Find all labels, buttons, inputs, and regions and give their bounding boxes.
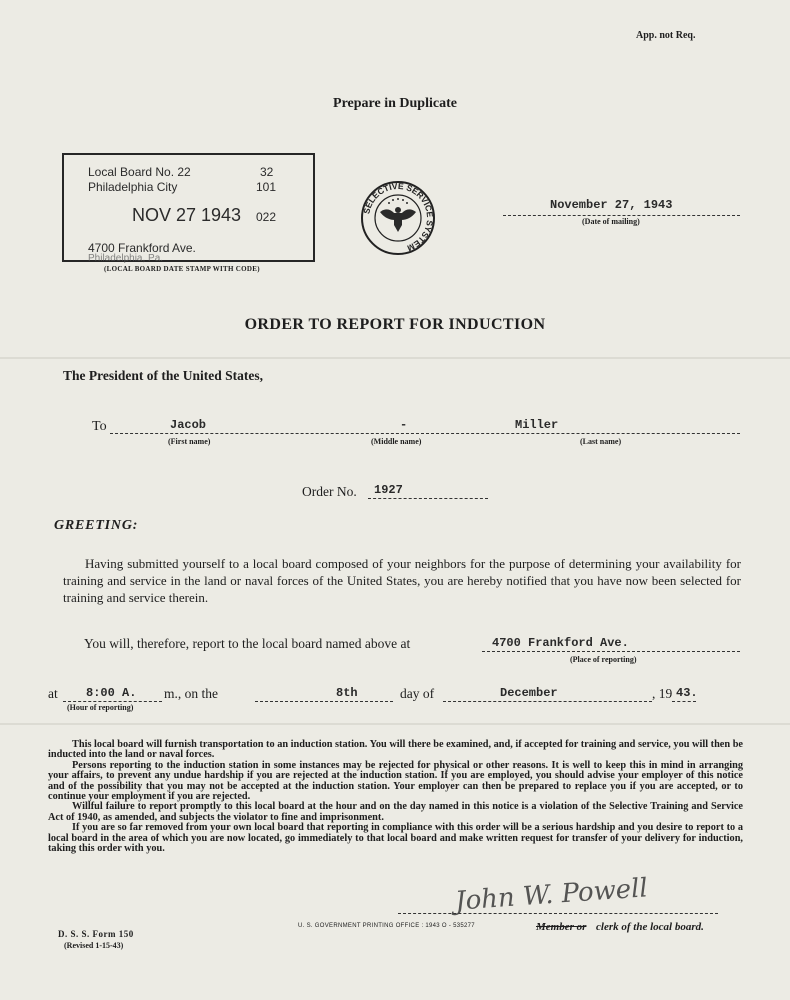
year-prefix: , 19	[652, 686, 673, 701]
stamp-date: NOV 27 1943	[132, 205, 242, 225]
printer-imprint: U. S. GOVERNMENT PRINTING OFFICE : 1943 O - 535277	[298, 923, 475, 929]
greeting: GREETING:	[54, 518, 139, 533]
instruction-paragraph: Persons reporting to the induction station in some instances may be rejected for physical or other reasons. It is well to keep this in mind in arranging your affairs, to prevent any undue hardship if you are rejected at the induction station. If you are employed, you should advise your employer of this notice and of the possibility that you may not be accepted at the induction station. Your employer can then be prepared to replace you if you are accepted, or to continue your employment if you are rejected.	[48, 759, 743, 803]
at-label: at	[48, 686, 58, 701]
stamp-date-code: 022	[256, 210, 277, 224]
body-paragraph: Having submitted yourself to a local board composed of your neighbors for the purpose of determining your availability for training and service in the land or naval forces of the United States, you are hereby notified that you have now been selected for training and service therein.	[63, 556, 741, 605]
instruction-paragraph: Willful failure to report promptly to this local board at the hour and on the day named in this notice is a violation of the Selective Training and Service Act of 1940, as amended, and subjects the violator to fine and imprisonment.	[48, 801, 743, 823]
signer-title: clerk of the local board.	[596, 921, 704, 933]
reporting-hour: 8:00 A.	[86, 686, 137, 700]
first-name: Jacob	[170, 418, 207, 432]
signature-line	[398, 913, 718, 914]
place-caption: (Place of reporting)	[570, 655, 637, 664]
stamp-board: Local Board No. 22	[88, 165, 191, 179]
stamp-city-code: 101	[256, 180, 277, 194]
day-label: day of	[400, 686, 435, 701]
m-label: m., on the	[164, 686, 218, 701]
first-name-caption: (First name)	[168, 437, 211, 446]
reporting-month: December	[500, 686, 558, 700]
stamp-address-2: Philadelphia, Pa.	[88, 253, 164, 264]
stamp-address: 4700 Frankford Ave.	[88, 241, 196, 255]
order-label: Order No.	[302, 484, 357, 499]
seal-text: SELECTIVE SERVICE SYSTEM	[361, 180, 436, 254]
mailing-date: November 27, 1943	[550, 198, 673, 212]
report-lead: You will, therefore, report to the local board named above at	[84, 636, 411, 651]
salutation: The President of the United States,	[63, 368, 263, 383]
mailing-date-caption: (Date of mailing)	[582, 217, 640, 226]
form-number: D. S. S. Form 150	[58, 929, 134, 939]
reporting-year: 43.	[676, 686, 698, 700]
stamp-caption: (LOCAL BOARD DATE STAMP WITH CODE)	[104, 265, 260, 273]
local-board-stamp	[62, 153, 315, 262]
document-title: ORDER TO REPORT FOR INDUCTION	[244, 316, 546, 333]
reporting-place: 4700 Frankford Ave.	[492, 636, 629, 650]
middle-name-caption: (Middle name)	[371, 437, 422, 446]
instructions	[48, 740, 743, 854]
selective-service-seal	[360, 180, 436, 256]
last-name: Miller	[515, 418, 559, 432]
reporting-day: 8th	[336, 686, 358, 700]
hour-caption: (Hour of reporting)	[67, 703, 134, 712]
stamp-board-code: 32	[260, 165, 274, 179]
clerk-signature: John W. Powell	[454, 873, 649, 917]
prepare-note: Prepare in Duplicate	[333, 96, 457, 111]
instruction-paragraph: If you are so far removed from your own local board that reporting in compliance with this order will be a serious hardship and you desire to report to a local board in the area of which you are now located, go immediately to that local board and make written request for transfer of your delivery for induction, taking this order with you.	[48, 822, 743, 855]
last-name-caption: (Last name)	[580, 437, 622, 446]
approval-note: App. not Req.	[636, 30, 696, 41]
day-line	[255, 686, 393, 702]
form-revised: (Revised 1-15-43)	[64, 941, 124, 950]
struck-member-text: Member or	[536, 921, 587, 933]
instruction-paragraph: This local board will furnish transportation to an induction station. You will there be examined, and, if accepted for training and service, you will then be inducted into the land or naval forces.	[48, 739, 743, 761]
to-label: To	[92, 419, 107, 434]
stamp-city: Philadelphia City	[88, 180, 178, 194]
eagle-icon	[380, 198, 416, 232]
paper-fold	[0, 357, 790, 359]
order-number: 1927	[374, 483, 403, 497]
paper-fold	[0, 723, 790, 725]
middle-name: -	[400, 418, 408, 432]
